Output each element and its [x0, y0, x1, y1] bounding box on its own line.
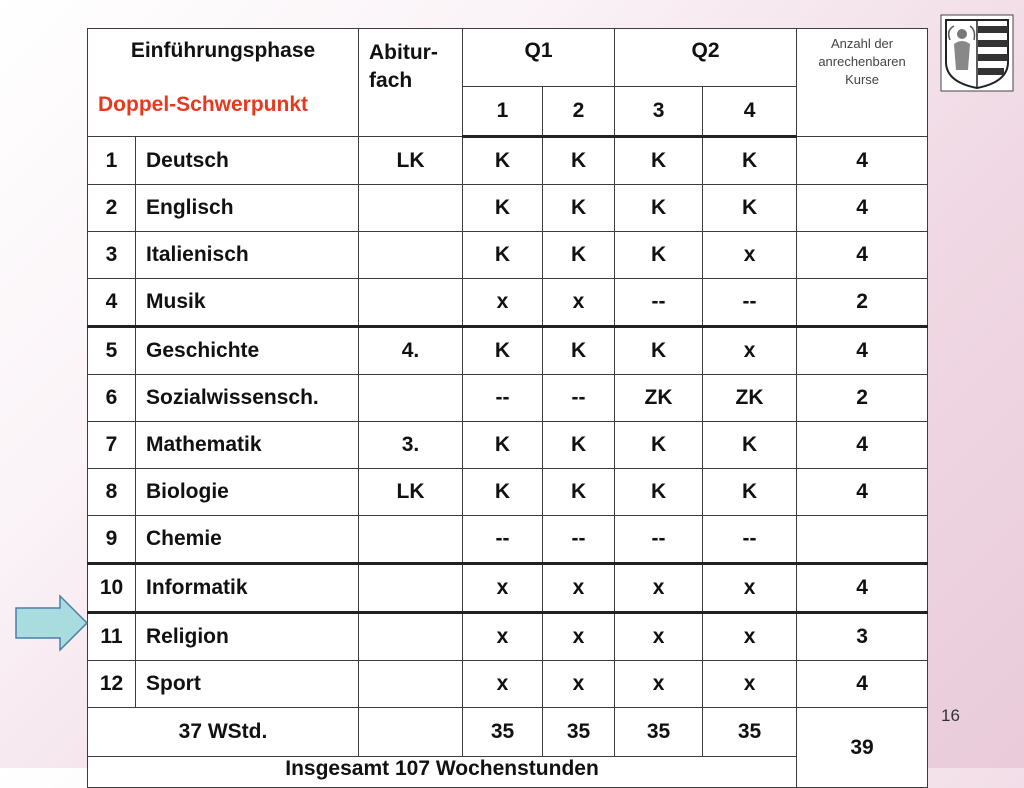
- abitur-fach-cell: 4.: [359, 327, 463, 375]
- table-row: [88, 375, 928, 422]
- semester-2-cell: --: [543, 375, 615, 422]
- course-count-cell: 2: [797, 375, 928, 422]
- row-number: 7: [88, 422, 136, 469]
- semester-3-cell: K: [615, 422, 703, 469]
- subject-name: Geschichte: [136, 327, 359, 375]
- semester-3-cell: ZK: [615, 375, 703, 422]
- abitur-fach-cell: 3.: [359, 422, 463, 469]
- semester-3-cell: --: [615, 279, 703, 327]
- subject-name: Sozialwissensch.: [136, 375, 359, 422]
- total-weekly-hours: Insgesamt 107 Wochenstunden: [88, 757, 797, 788]
- table-row: [88, 137, 928, 185]
- semester-2-cell: K: [543, 422, 615, 469]
- semester-2-cell: K: [543, 469, 615, 516]
- semester-1-cell: K: [463, 137, 543, 185]
- total-semester-1: 35: [463, 708, 543, 757]
- abitur-fach-cell: LK: [359, 469, 463, 516]
- course-count-cell: 4: [797, 469, 928, 516]
- course-count-cell: 4: [797, 137, 928, 185]
- semester-2-cell: --: [543, 516, 615, 564]
- semester-3-cell: K: [615, 469, 703, 516]
- table-row: [88, 185, 928, 232]
- semester-4-cell: x: [703, 232, 797, 279]
- semester-4-cell: --: [703, 516, 797, 564]
- semester-4-cell: --: [703, 279, 797, 327]
- row-number: 3: [88, 232, 136, 279]
- semester-2-cell: K: [543, 232, 615, 279]
- semester-2-cell: K: [543, 327, 615, 375]
- total-hours-label: 37 WStd.: [88, 708, 359, 757]
- semester-3-cell: K: [615, 232, 703, 279]
- header-q2: Q2: [615, 29, 797, 87]
- semester-4-cell: x: [703, 661, 797, 708]
- course-count-cell: 4: [797, 232, 928, 279]
- abitur-fach-cell: [359, 375, 463, 422]
- table-row: [88, 516, 928, 564]
- abitur-fach-cell: [359, 232, 463, 279]
- row-number: 11: [88, 613, 136, 661]
- semester-4-cell: K: [703, 422, 797, 469]
- subject-name: Sport: [136, 661, 359, 708]
- total-semester-2: 35: [543, 708, 615, 757]
- course-count-cell: 3: [797, 613, 928, 661]
- semester-3-cell: x: [615, 661, 703, 708]
- semester-2-cell: x: [543, 613, 615, 661]
- table-row: [88, 232, 928, 279]
- header-semester-1: 1: [463, 87, 543, 137]
- semester-2-cell: K: [543, 137, 615, 185]
- header-phase-cell: [88, 29, 359, 137]
- semester-3-cell: x: [615, 613, 703, 661]
- total-abitur-empty: [359, 708, 463, 757]
- abitur-fach-cell: [359, 564, 463, 613]
- table-row: [88, 564, 928, 613]
- page-number: 16: [941, 706, 960, 725]
- semester-1-cell: x: [463, 279, 543, 327]
- row-number: 4: [88, 279, 136, 327]
- subject-name: Italienisch: [136, 232, 359, 279]
- semester-3-cell: K: [615, 137, 703, 185]
- course-count-cell: 4: [797, 661, 928, 708]
- semester-1-cell: K: [463, 185, 543, 232]
- totals-row: [88, 708, 928, 757]
- semester-2-cell: x: [543, 661, 615, 708]
- semester-1-cell: K: [463, 469, 543, 516]
- semester-4-cell: K: [703, 137, 797, 185]
- coat-of-arms-icon: [940, 14, 1014, 92]
- abitur-fach-cell: [359, 185, 463, 232]
- abitur-fach-cell: LK: [359, 137, 463, 185]
- table-row: [88, 469, 928, 516]
- semester-1-cell: K: [463, 327, 543, 375]
- semester-4-cell: x: [703, 613, 797, 661]
- row-number: 12: [88, 661, 136, 708]
- row-number: 6: [88, 375, 136, 422]
- semester-4-cell: K: [703, 469, 797, 516]
- subject-name: Religion: [136, 613, 359, 661]
- header-abitur: Abitur- fach: [359, 29, 463, 137]
- table-row: [88, 613, 928, 661]
- semester-3-cell: --: [615, 516, 703, 564]
- header-semester-2: 2: [543, 87, 615, 137]
- table-row: [88, 279, 928, 327]
- semester-1-cell: --: [463, 375, 543, 422]
- header-semester-4: 4: [703, 87, 797, 137]
- phase-title: Einführungsphase: [130, 39, 316, 62]
- header-course-count: Anzahl der anrechenbaren Kurse: [797, 29, 928, 137]
- semester-1-cell: x: [463, 661, 543, 708]
- row-number: 10: [88, 564, 136, 613]
- semester-1-cell: --: [463, 516, 543, 564]
- semester-1-cell: x: [463, 613, 543, 661]
- table-row: [88, 422, 928, 469]
- right-arrow-icon: [14, 594, 90, 652]
- row-number: 8: [88, 469, 136, 516]
- course-count-cell: 4: [797, 422, 928, 469]
- semester-1-cell: x: [463, 564, 543, 613]
- subject-name: Englisch: [136, 185, 359, 232]
- subject-name: Musik: [136, 279, 359, 327]
- subject-name: Deutsch: [136, 137, 359, 185]
- abitur-fach-cell: [359, 516, 463, 564]
- semester-3-cell: x: [615, 564, 703, 613]
- total-semester-4: 35: [703, 708, 797, 757]
- semester-1-cell: K: [463, 422, 543, 469]
- semester-4-cell: x: [703, 564, 797, 613]
- course-count-cell: [797, 516, 928, 564]
- subject-name: Biologie: [136, 469, 359, 516]
- semester-4-cell: ZK: [703, 375, 797, 422]
- semester-2-cell: K: [543, 185, 615, 232]
- semester-2-cell: x: [543, 564, 615, 613]
- table-row: [88, 661, 928, 708]
- subject-name: Informatik: [136, 564, 359, 613]
- subject-name: Mathematik: [136, 422, 359, 469]
- semester-1-cell: K: [463, 232, 543, 279]
- course-count-cell: 4: [797, 185, 928, 232]
- course-count-cell: 4: [797, 564, 928, 613]
- row-number: 9: [88, 516, 136, 564]
- header-semester-3: 3: [615, 87, 703, 137]
- total-semester-3: 35: [615, 708, 703, 757]
- abitur-fach-cell: [359, 613, 463, 661]
- row-number: 5: [88, 327, 136, 375]
- course-count-cell: 2: [797, 279, 928, 327]
- total-course-count: 39: [797, 708, 928, 788]
- phase-subtitle: Doppel-Schwerpunkt: [98, 93, 309, 116]
- semester-3-cell: K: [615, 185, 703, 232]
- semester-4-cell: K: [703, 185, 797, 232]
- table-row: [88, 327, 928, 375]
- abitur-fach-cell: [359, 279, 463, 327]
- row-number: 1: [88, 137, 136, 185]
- row-number: 2: [88, 185, 136, 232]
- course-table: [87, 28, 928, 788]
- semester-2-cell: x: [543, 279, 615, 327]
- semester-3-cell: K: [615, 327, 703, 375]
- course-count-cell: 4: [797, 327, 928, 375]
- abitur-fach-cell: [359, 661, 463, 708]
- header-q1: Q1: [463, 29, 615, 87]
- semester-4-cell: x: [703, 327, 797, 375]
- subject-name: Chemie: [136, 516, 359, 564]
